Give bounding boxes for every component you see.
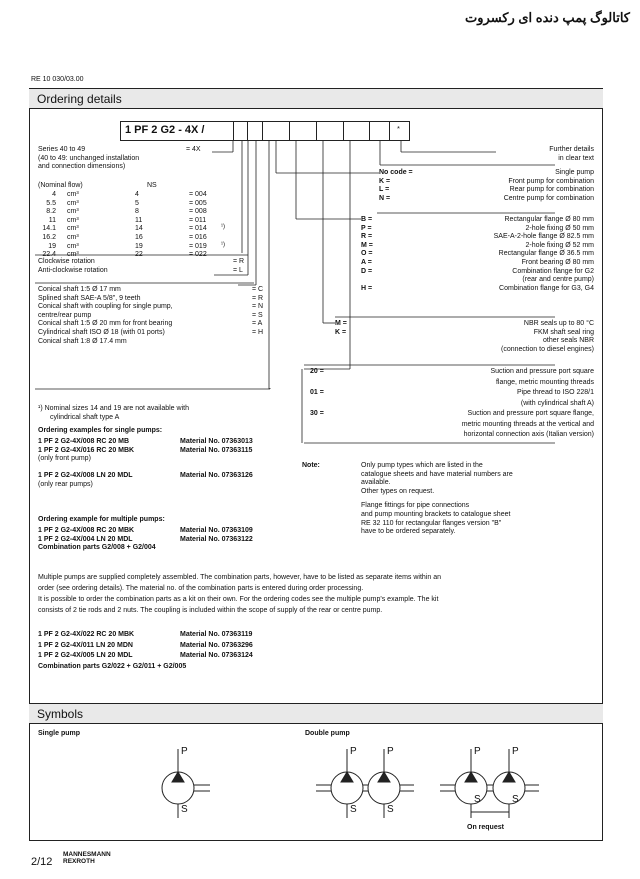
option-code: 20 =	[310, 368, 324, 375]
footnote-line: cylindrical shaft type A	[50, 413, 120, 421]
code-field	[369, 121, 390, 141]
brand-line: REXROTH	[63, 858, 95, 865]
option-description: Rectangular flange Ø 36.5 mm	[498, 250, 594, 258]
example-code: 1 PF 2 G2-4X/008 LN 20 MDL	[38, 472, 133, 480]
port-label-s: S	[512, 794, 519, 805]
shaft-label: Conical shaft 1:8 Ø 17.4 mm	[38, 337, 127, 345]
shaft-label: Conical shaft 1:5 Ø 20 mm for front bearing	[38, 320, 173, 328]
option-code: B =	[361, 216, 373, 223]
example-code: 1 PF 2 G2-4X/016 RC 20 MBK	[38, 446, 135, 454]
port-label-p: P	[387, 746, 394, 757]
code-field	[289, 121, 317, 141]
option-description: horizontal connection axis (Italian version)	[463, 431, 594, 438]
ns-value: 8	[135, 208, 139, 216]
option-code: P =	[361, 224, 372, 232]
option-description: Centre pump for combination	[503, 194, 594, 202]
rotation-codes	[233, 258, 244, 275]
ordering-title: Ordering details	[37, 92, 122, 106]
single-pump-label: Single pump	[38, 730, 80, 737]
material-number: Material No. 07363296	[180, 641, 253, 649]
symbols-title: Symbols	[37, 707, 84, 721]
port-label-s: S	[387, 804, 394, 815]
option-description: Pipe thread to ISO 228/1	[516, 389, 594, 396]
order-code-text: 1 PF 2 G2 - 4X /	[125, 124, 205, 136]
ns-value: 22	[135, 251, 143, 259]
port-label-p: P	[512, 746, 519, 757]
option-description: metric mounting threads at the vertical and	[461, 420, 594, 428]
option-code: L =	[379, 186, 390, 194]
symbols-header	[29, 703, 603, 724]
further-details	[549, 146, 594, 163]
doc-reference: RE 10 030/03.00	[31, 76, 84, 83]
option-description: Rear pump for combination	[509, 186, 594, 194]
ns-heading: NS	[147, 182, 157, 189]
ns-code: = 011	[189, 216, 207, 224]
on-request-label: On request	[467, 824, 504, 831]
flow-value: 11	[48, 216, 56, 224]
flow-unit: cm³	[67, 225, 79, 233]
port-label-s: S	[181, 804, 188, 815]
note-line: Only pump types which are listed in the	[361, 462, 483, 469]
ns-value: 16	[135, 234, 143, 241]
shaft-codes	[252, 286, 263, 338]
rotation-code: = L	[233, 266, 243, 274]
material-number: Material No. 07363109	[180, 527, 253, 534]
brand-logo	[63, 851, 111, 865]
flow-value: 14.1	[42, 225, 56, 233]
option-description: Front bearing Ø 80 mm	[521, 259, 594, 266]
material-number: Material No. 07363013	[180, 438, 253, 445]
double-pump-label: Double pump	[305, 730, 350, 737]
option-description: Combination flange for G3, G4	[499, 284, 594, 292]
single-materials	[180, 438, 253, 481]
multi-pump-paragraph	[38, 572, 441, 616]
multi-examples	[38, 527, 156, 553]
rotation-label: Clockwise rotation	[38, 258, 95, 265]
port-label-p: P	[350, 746, 357, 757]
ns-code: = 019	[189, 242, 207, 250]
shaft-code: = S	[252, 311, 263, 319]
ordering-header	[29, 88, 603, 109]
code-field	[316, 121, 344, 141]
example-note: (only front pump)	[38, 455, 91, 463]
option-description: Suction and pressure port square flange,	[467, 410, 594, 417]
port-label-p: P	[474, 746, 481, 757]
option-description: (connection to diesel engines)	[500, 345, 594, 353]
shaft-label: centre/rear pump	[38, 311, 92, 319]
flange-note-line: RE 32 110 for rectangular flanges version "B"	[361, 519, 502, 527]
option-description: (with cylindrical shaft A)	[520, 399, 594, 407]
shaft-label: Conical shaft 1:5 Ø 17 mm	[38, 286, 121, 293]
option-description: flange, metric mounting threads	[495, 378, 594, 386]
code-field	[262, 121, 290, 141]
example-code: 1 PF 2 G2-4X/008 RC 20 MBK	[38, 527, 135, 534]
option-code: K =	[379, 177, 391, 185]
option-code: R =	[361, 233, 373, 241]
footnote-marker: ¹)	[221, 241, 225, 248]
example-code: 1 PF 2 G2-4X/011 LN 20 MDN	[38, 641, 133, 649]
option-code: D =	[361, 267, 373, 275]
option-code: K =	[335, 328, 347, 336]
single-examples-title: Ordering examples for single pumps:	[38, 427, 163, 434]
note-line: available.	[361, 479, 391, 487]
single-examples	[38, 438, 134, 490]
rotation-block	[38, 258, 108, 275]
shaft-code: = C	[252, 286, 264, 293]
option-code: A =	[361, 259, 372, 266]
flow-value: 5.5	[46, 199, 56, 207]
further-line: Further details	[549, 146, 594, 153]
flow-unit: cm³	[67, 191, 79, 198]
further-line: in clear text	[558, 154, 594, 162]
flange-note-line: and pump mounting brackets to catalogue sheet	[361, 510, 511, 518]
ns-code: = 008	[189, 208, 207, 216]
option-description: 2-hole fixing Ø 52 mm	[525, 241, 594, 249]
ns-value: 4	[135, 191, 139, 198]
option-code: 30 =	[310, 410, 324, 417]
flange-note-line: have to be ordered separately.	[361, 528, 456, 536]
port-label-s: S	[350, 804, 357, 815]
port-label-s: S	[474, 794, 481, 805]
port-label-p: P	[181, 746, 188, 757]
rotation-code: = R	[233, 258, 245, 265]
material-number: Material No. 07363115	[180, 446, 253, 454]
code-field	[233, 121, 248, 141]
option-code: M =	[335, 320, 347, 327]
code-field	[247, 121, 263, 141]
flow-value: 16.2	[42, 234, 56, 241]
note-text	[361, 462, 513, 537]
note-line: Other types on request.	[361, 487, 435, 495]
example-code: 1 PF 2 G2-4X/004 LN 20 MDL	[38, 535, 133, 543]
paragraph-line: consists of 2 tie rods and 2 nuts. The coupling is included within the scope of supply of the rear or centre pump.	[38, 607, 383, 614]
paragraph-line: Multiple pumps are supplied completely assembled. The combination parts, however, have to be listed as separate items within an	[38, 574, 441, 581]
paragraph-line: It is possible to order the combination parts as a kit on their own. For the ordering codes see the multiple pump's example. The kit	[38, 596, 439, 603]
ns-code: = 005	[189, 199, 207, 207]
series-line: Series 40 to 49	[38, 146, 86, 153]
flow-value: 22.4	[42, 251, 56, 259]
code-field	[343, 121, 370, 141]
option-code: 01 =	[310, 389, 324, 396]
note-line: catalogue sheets and have material numbers are	[361, 470, 513, 478]
ns-code: = 022	[189, 251, 207, 259]
shaft-code: = R	[252, 294, 264, 302]
flow-unit: cm³	[67, 208, 79, 216]
flow-value: 4	[52, 191, 56, 198]
page-number: 2/12	[31, 856, 53, 868]
flow-unit: cm³	[67, 216, 79, 224]
series-line: (40 to 49: unchanged installation	[38, 154, 140, 162]
footnote-marker: ¹)	[221, 224, 225, 231]
series-code: = 4X	[186, 146, 201, 153]
note-label: Note:	[302, 462, 320, 469]
flow-unit: cm³	[67, 199, 79, 207]
multi-examples-title: Ordering example for multiple pumps:	[38, 516, 165, 523]
combination-parts: Combination parts G2/008 + G2/004	[38, 544, 156, 552]
ns-code: = 016	[189, 234, 207, 241]
ns-code: = 004	[189, 191, 207, 198]
flow-unit: cm³	[67, 251, 79, 259]
footnote	[38, 405, 189, 422]
combination-parts: Combination parts G2/022 + G2/011 + G2/005	[38, 662, 187, 670]
ns-value: 19	[135, 242, 143, 250]
rotation-label: Anti-clockwise rotation	[38, 266, 108, 274]
flow-unit: cm³	[67, 234, 79, 241]
shaft-code: = A	[252, 320, 263, 328]
series-line: and connection dimensions)	[38, 163, 126, 171]
shaft-label: Conical shaft with coupling for single pump,	[38, 303, 173, 311]
shaft-label: Splined shaft SAE-A 5/8", 9 teeth	[38, 294, 141, 302]
footnote-line: ¹) Nominal sizes 14 and 19 are not available with	[38, 405, 189, 412]
shaft-block	[38, 286, 173, 346]
option-description: Front pump for combination	[508, 177, 594, 185]
series-block	[38, 146, 139, 172]
material-number: Material No. 07363124	[180, 652, 253, 659]
shaft-code: = H	[252, 328, 264, 336]
example-code: 1 PF 2 G2-4X/022 RC 20 MBK	[38, 631, 135, 638]
multi-examples-2	[38, 630, 186, 672]
flow-value: 8.2	[46, 208, 56, 216]
option-description: NBR seals up to 80 °C	[523, 320, 594, 327]
shaft-label: Cylindrical shaft ISO Ø 18 (with 01 ports)	[38, 328, 165, 336]
flow-value: 19	[48, 242, 56, 250]
option-description: (rear and centre pump)	[522, 276, 594, 284]
paragraph-line: order (see ordering details). The material no. of the combination parts is entered during order processing.	[38, 585, 364, 592]
flange-note-line: Flange fittings for pipe connections	[361, 502, 470, 510]
option-code: O =	[361, 250, 373, 258]
ns-value: 14	[135, 225, 143, 233]
page-title: کاتالوگ پمپ دنده ای رکسروت	[465, 10, 630, 25]
option-code: No code =	[379, 169, 413, 176]
example-code: 1 PF 2 G2-4X/005 LN 20 MDL	[38, 652, 133, 659]
option-code: M =	[361, 241, 373, 249]
option-code: N =	[379, 194, 391, 202]
option-description: 2-hole fixing Ø 50 mm	[525, 224, 594, 232]
option-code: H =	[361, 284, 373, 292]
option-description: other seals NBR	[543, 337, 594, 345]
star-field: *	[397, 124, 400, 133]
option-description: Rectangular flange Ø 80 mm	[504, 216, 594, 223]
example-note: (only rear pumps)	[38, 480, 93, 488]
ns-code: = 014	[189, 225, 207, 233]
brand-line: MANNESMANN	[63, 851, 111, 858]
flow-heading: (Nominal flow)	[38, 182, 83, 189]
option-description: Single pump	[555, 169, 594, 176]
multi-materials-2	[180, 630, 253, 662]
ns-value: 5	[135, 199, 139, 207]
shaft-code: = N	[252, 303, 264, 311]
material-number: Material No. 07363119	[180, 631, 253, 638]
option-description: SAE-A-2-hole flange Ø 82.5 mm	[493, 233, 594, 241]
option-description: FKM shaft seal ring	[533, 328, 594, 336]
option-description: Combination flange for G2	[512, 267, 594, 275]
material-number: Material No. 07363126	[180, 472, 253, 480]
example-code: 1 PF 2 G2-4X/008 RC 20 MB	[38, 438, 130, 445]
flow-unit: cm³	[67, 242, 79, 250]
material-number: Material No. 07363122	[180, 535, 253, 543]
option-description: Suction and pressure port square	[490, 368, 594, 375]
multi-materials	[180, 527, 253, 544]
ns-value: 11	[135, 216, 143, 224]
